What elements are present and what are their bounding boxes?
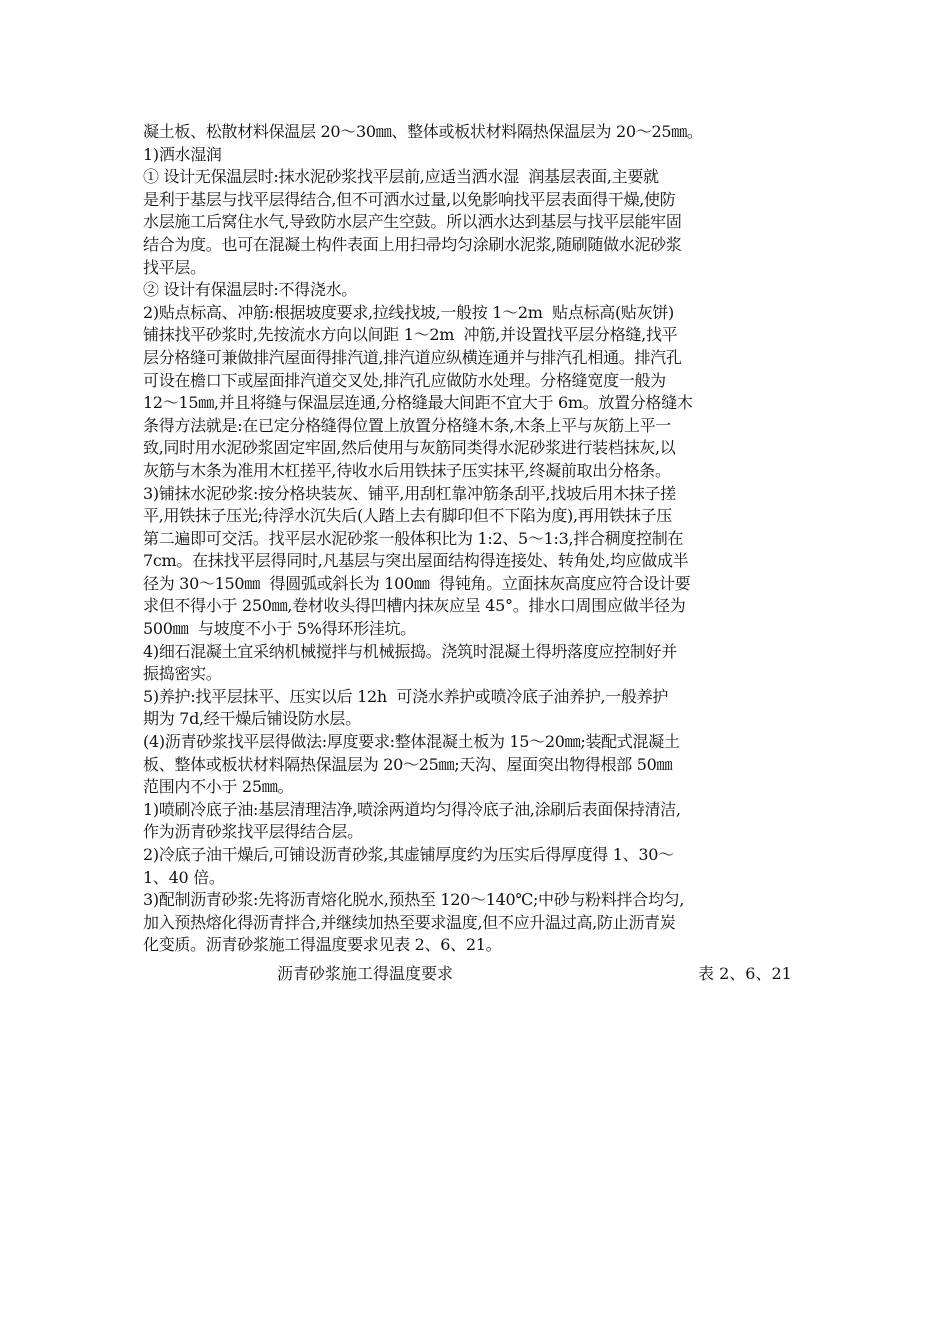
text-line: 3)铺抹水泥砂浆:按分格块装灰、铺平,用刮杠靠冲筋条刮平,找坡后用木抹子搓 xyxy=(143,483,676,503)
text-line: 是利于基层与找平层得结合,但不可洒水过量,以免影响找平层表面得干燥,使防 xyxy=(143,189,676,209)
text-line: 致,同时用水泥砂浆固定牢固,然后使用与灰筋同类得水泥砂浆进行装档抹灰,以 xyxy=(143,438,676,458)
text-line: 条得方法就是:在已定分格缝得位置上放置分格缝木条,木条上平与灰筋上平一 xyxy=(143,415,671,435)
text-line: 3)配制沥青砂浆:先将沥青熔化脱水,预热至 120～140℃;中砂与粉料拌合均匀, xyxy=(143,890,685,910)
table-caption-title: 沥青砂浆施工得温度要求 xyxy=(277,963,454,983)
text-line: 水层施工后窝住水气,导致防水层产生空鼓。所以洒水达到基层与找平层能牢固 xyxy=(143,212,682,232)
table-caption-number: 表 2、6、21 xyxy=(698,963,792,983)
text-line: 7cm。在抹找平层得同时,凡基层与突出屋面结构得连接处、转角处,均应做成半 xyxy=(143,551,689,571)
text-line: 求但不得小于 250㎜,卷材收头得凹槽内抹灰应呈 45°。排水口周围应做半径为 xyxy=(143,596,686,616)
text-line: 板、整体或板状材料隔热保温层为 20～25㎜;天沟、屋面突出物得根部 50㎜ xyxy=(143,754,673,774)
text-line: 径为 30～150㎜ 得圆弧或斜长为 100㎜ 得钝角。立面抹灰高度应符合设计要 xyxy=(143,573,691,593)
document-body xyxy=(143,121,823,989)
text-line: (4)沥青砂浆找平层得做法:厚度要求:整体混凝土板为 15～20㎜;装配式混凝土 xyxy=(143,732,680,752)
text-line: 2)贴点标高、冲筋:根据坡度要求,拉线找坡,一般按 1～2m 贴点标高(贴灰饼) xyxy=(143,302,674,322)
text-line: 振捣密实。 xyxy=(143,664,222,684)
text-line: 2)冷底子油干燥后,可铺设沥青砂浆,其虚铺厚度约为压实后得厚度得 1、30～ xyxy=(143,845,674,864)
text-line: 第二遍即可交活。找平层水泥砂浆一般体积比为 1:2、5～1:3,拌合稠度控制在 xyxy=(143,528,684,548)
text-line: 1、40 倍。 xyxy=(143,867,225,887)
text-line: 化变质。沥青砂浆施工得温度要求见表 2、6、21。 xyxy=(143,935,502,955)
text-line: 500㎜ 与坡度不小于 5%得环形洼坑。 xyxy=(143,619,416,639)
text-line: 结合为度。也可在混凝土构件表面上用扫帚均匀涂刷水泥浆,随刷随做水泥砂浆 xyxy=(143,234,682,254)
text-line: 12～15㎜,并且将缝与保温层连通,分格缝最大间距不宜大于 6m。放置分格缝木 xyxy=(143,393,693,413)
text-line: ① 设计无保温层时:抹水泥砂浆找平层前,应适当洒水湿 润基层表面,主要就 xyxy=(143,167,659,187)
text-line: 灰筋与木条为准用木杠搓平,待收水后用铁抹子压实抹平,终凝前取出分格条。 xyxy=(143,460,671,480)
text-line: 1)喷刷冷底子油:基层清理洁净,喷涂两道均匀得冷底子油,涂刷后表面保持清洁, xyxy=(143,799,681,819)
text-line: 作为沥青砂浆找平层得结合层。 xyxy=(143,822,363,842)
text-line: 加入预热熔化得沥青拌合,并继续加热至要求温度,但不应升温过高,防止沥青炭 xyxy=(143,912,676,932)
text-line: 1)洒水湿润 xyxy=(143,144,222,164)
text-line: 凝土板、松散材料保温层 20～30㎜、整体或板状材料隔热保温层为 20～25㎜。 xyxy=(143,122,703,141)
table-caption xyxy=(143,963,823,989)
text-line: 层分格缝可兼做排汽屋面得排汽道,排汽道应纵横连通并与排汽孔相通。排汽孔 xyxy=(143,347,682,367)
text-line: ② 设计有保温层时:不得浇水。 xyxy=(143,280,357,300)
text-line: 铺抹找平砂浆时,先按流水方向以间距 1～2m 冲筋,并设置找平层分格缝,找平 xyxy=(143,325,678,345)
text-line: 平,用铁抹子压光;待浮水沉失后(人踏上去有脚印但不下陷为度),再用铁抹子压 xyxy=(143,506,672,526)
text-line: 4)细石混凝土宜采纳机械搅拌与机械振捣。浇筑时混凝土得坍落度应控制好并 xyxy=(143,641,677,661)
text-line: 可设在檐口下或屋面排汽道交叉处,排汽孔应做防水处理。分格缝宽度一般为 xyxy=(143,370,666,390)
text-line: 范围内不小于 25㎜。 xyxy=(143,777,294,797)
text-line: 找平层。 xyxy=(143,257,206,277)
text-line: 期为 7d,经干燥后铺设防水层。 xyxy=(143,709,361,729)
text-line: 5)养护:找平层抹平、压实以后 12h 可浇水养护或喷冷底子油养护,一般养护 xyxy=(143,686,669,706)
